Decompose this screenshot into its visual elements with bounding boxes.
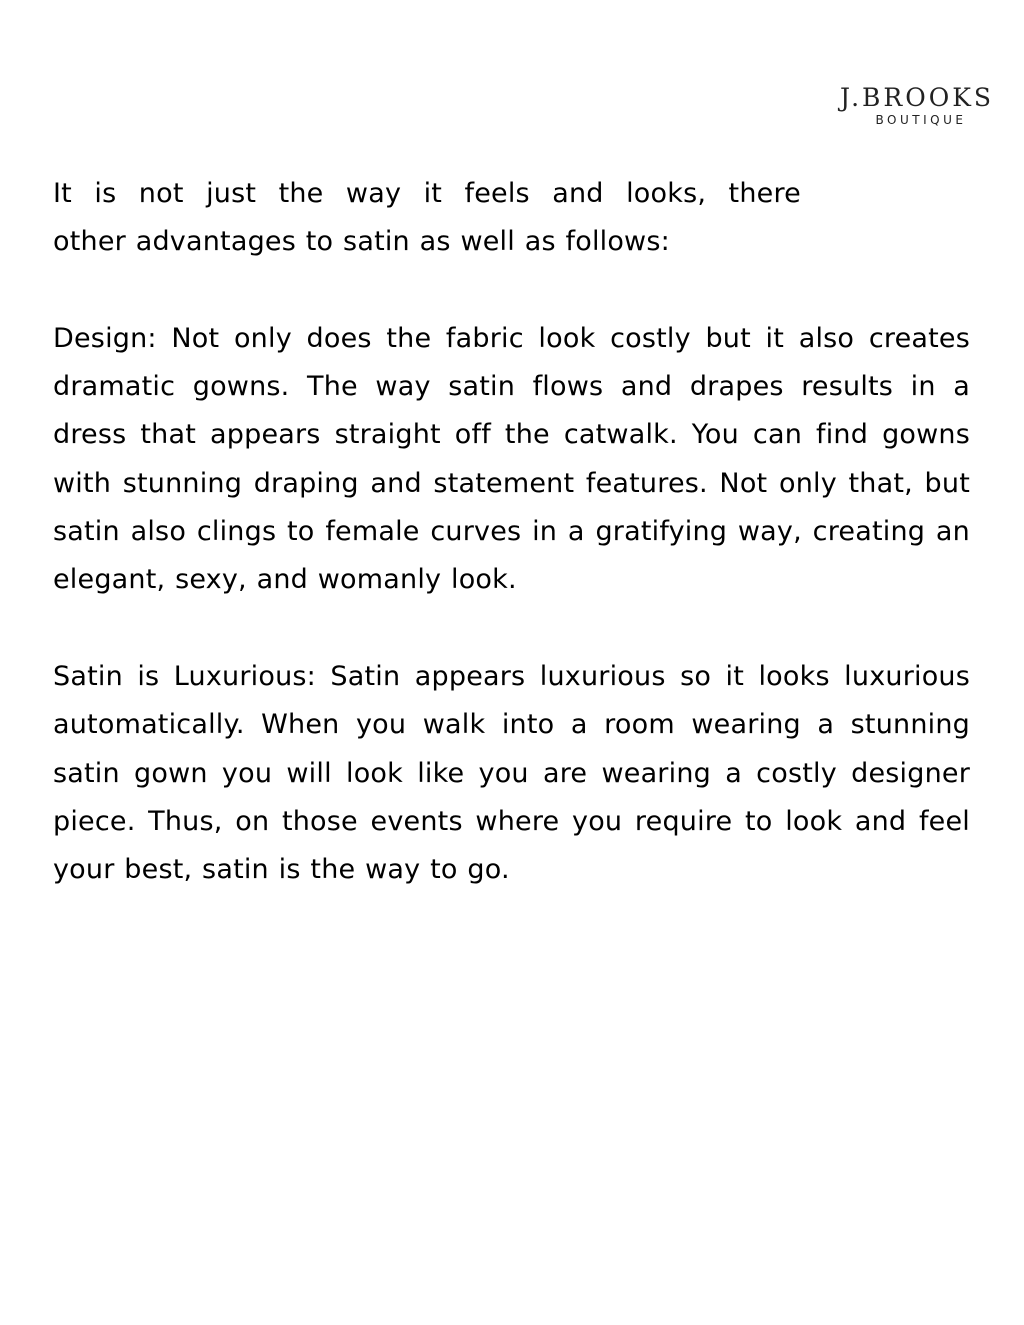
intro-paragraph	[53, 170, 801, 267]
intro-line-1: It is not just the way it feels and looks, there	[53, 178, 801, 209]
brand-name: J.BROOKS	[839, 83, 995, 112]
intro-line-2: other advantages to satin as well as follows:	[53, 226, 670, 258]
design-paragraph: Design: Not only does the fabric look costly but it also creates dramatic gowns. The way satin flows and drapes results in a dress that appears straight off the catwalk. You can find gowns with stunning draping and statement features. Not only that, but satin also clings to female curves in a gratifying way, creating an elegant, sexy, and womanly look.	[53, 322, 970, 596]
luxury-paragraph: Satin is Luxurious: Satin appears luxurious so it looks luxurious automatically. When you walk into a room wearing a stunning satin gown you will look like you are wearing a costly designer piece. Thus, on those events where you require to look and feel your best, satin is the way to go.	[53, 660, 970, 886]
article-body	[53, 170, 970, 943]
brand-tagline: BOUTIQUE	[875, 113, 967, 127]
brand-logo	[832, 84, 1002, 127]
